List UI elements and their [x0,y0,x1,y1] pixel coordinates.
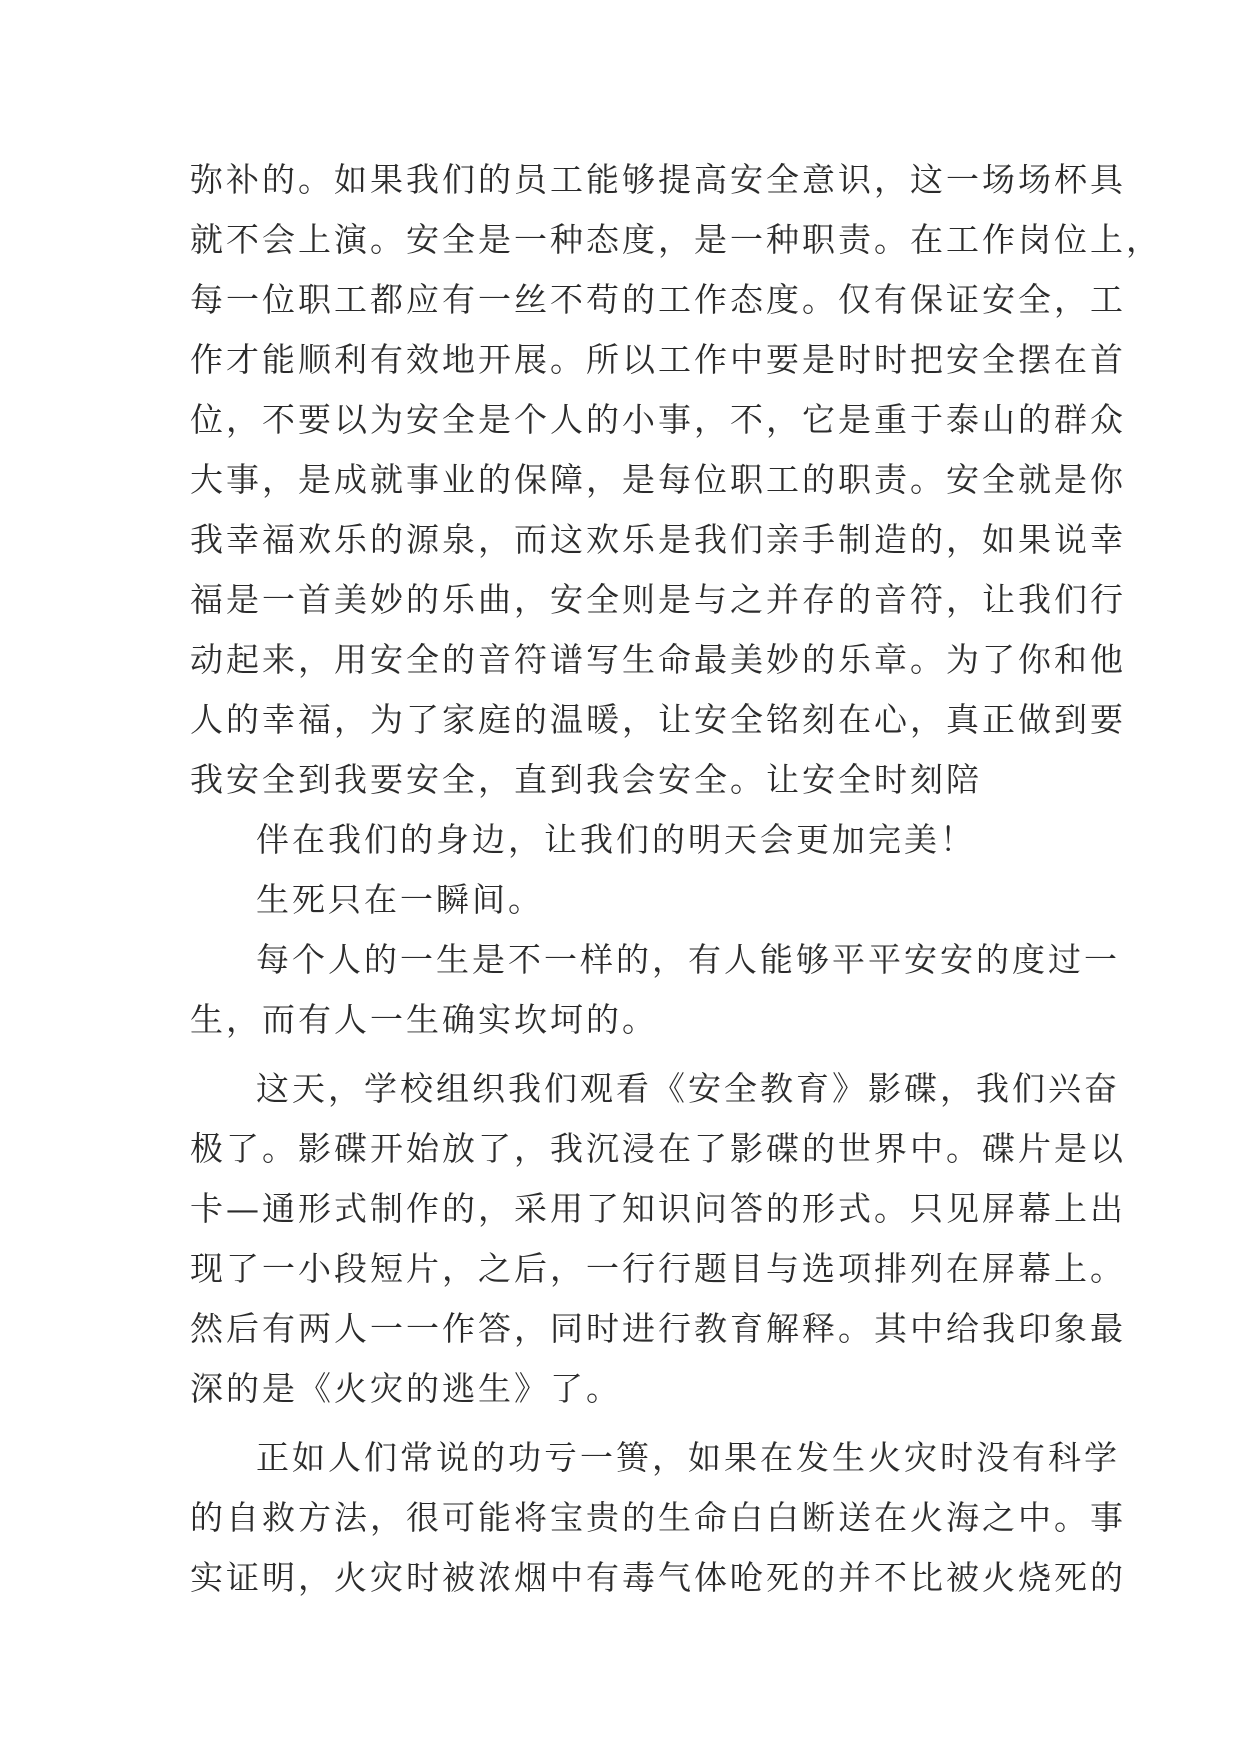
text-line: 我安全到我要安全，直到我会安全。让安全时刻陪 [190,760,982,799]
text-line: 人的幸福，为了家庭的温暖，让安全铭刻在心，真正做到要 [190,700,1126,739]
text-line: 极了。影碟开始放了，我沉浸在了影碟的世界中。碟片是以 [190,1129,1126,1168]
text-line: 位，不要以为安全是个人的小事，不，它是重于泰山的群众 [190,400,1126,439]
text-line: 卡—通形式制作的，采用了知识问答的形式。只见屏幕上出 [190,1189,1126,1228]
text-line: 现了一小段短片，之后，一行行题目与选项排列在屏幕上。 [190,1249,1126,1288]
text-line: 作才能顺利有效地开展。所以工作中要是时时把安全摆在首 [190,340,1126,379]
text-line: 大事，是成就事业的保障，是每位职工的职责。安全就是你 [190,460,1126,499]
text-line: 实证明，火灾时被浓烟中有毒气体呛死的并不比被火烧死的 [190,1558,1126,1597]
text-line: 这天，学校组织我们观看《安全教育》影碟，我们兴奋 [256,1069,1120,1108]
text-line: 深的是《火灾的逃生》了。 [190,1369,622,1408]
text-line: 然后有两人一一作答，同时进行教育解释。其中给我印象最 [190,1309,1126,1348]
text-line: 的自救方法，很可能将宝贵的生命白白断送在火海之中。事 [190,1498,1126,1537]
text-line: 伴在我们的身边，让我们的明天会更加完美！ [256,820,976,859]
text-line: 就不会上演。安全是一种态度，是一种职责。在工作岗位上， [190,220,1162,259]
text-line: 每个人的一生是不一样的，有人能够平平安安的度过一 [256,940,1120,979]
text-line: 弥补的。如果我们的员工能够提高安全意识，这一场场杯具 [190,160,1126,199]
text-line: 每一位职工都应有一丝不苟的工作态度。仅有保证安全，工 [190,280,1126,319]
text-line: 我幸福欢乐的源泉，而这欢乐是我们亲手制造的，如果说幸 [190,520,1126,559]
text-line: 福是一首美妙的乐曲，安全则是与之并存的音符，让我们行 [190,580,1126,619]
text-line: 正如人们常说的功亏一篑，如果在发生火灾时没有科学 [256,1438,1120,1477]
text-line: 生死只在一瞬间。 [256,880,544,919]
text-line: 动起来，用安全的音符谱写生命最美妙的乐章。为了你和他 [190,640,1126,679]
text-line: 生，而有人一生确实坎坷的。 [190,1000,658,1039]
body-text [190,150,1162,1608]
